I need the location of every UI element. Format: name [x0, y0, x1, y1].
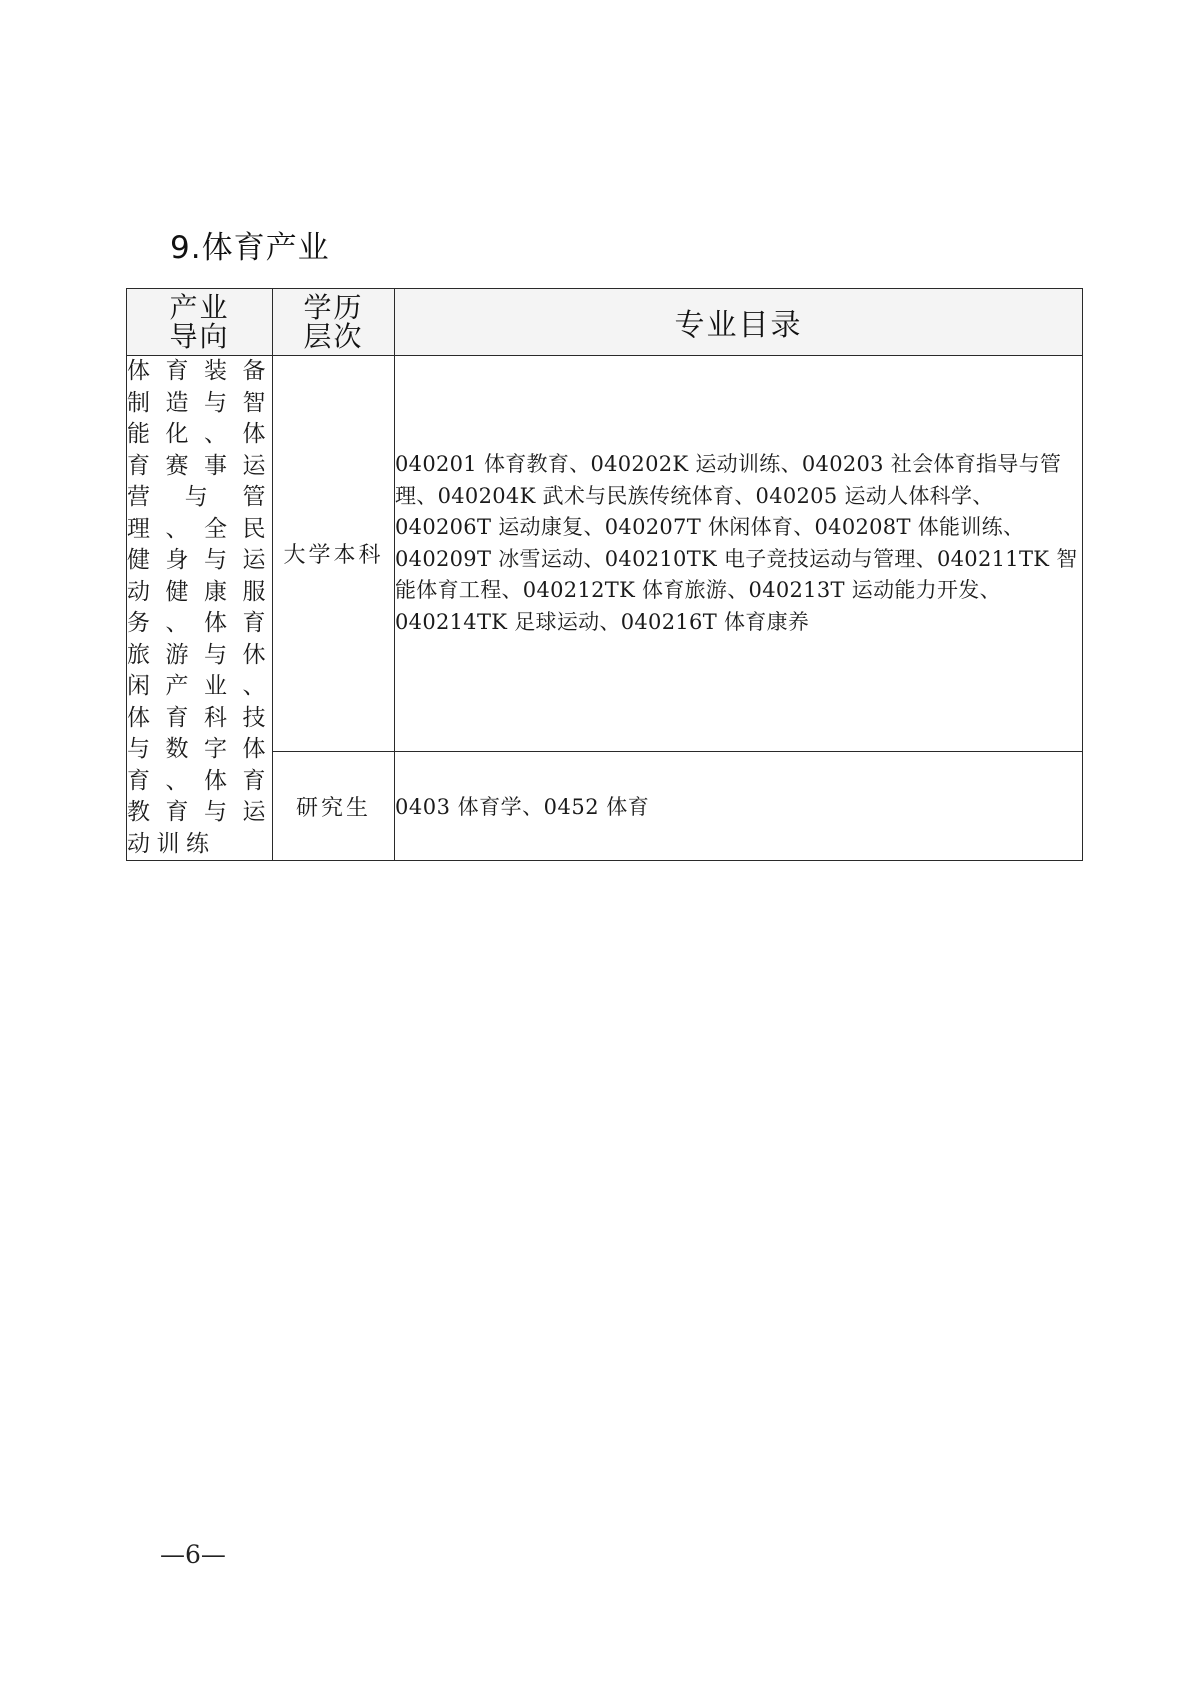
table-row: [127, 356, 1083, 752]
major-catalog-table: [126, 288, 1083, 861]
industry-orientation-text: 体育装备制造与智能化、体育赛事运营与管理、全民健身与运动健康服务、体育旅游与休闲产业、体育科技与数字体育、体育教育与运动训练: [127, 358, 272, 857]
header-major-catalog: 专业目录: [395, 289, 1083, 356]
page-number: —6—: [160, 1540, 226, 1569]
majors-text-undergraduate: 040201 体育教育、040202K 运动训练、040203 社会体育指导与管理、040204K 武术与民族传统体育、040205 运动人体科学、040206T 运动康复、040207T 休闲体育、040208T 体能训练、040209T 冰雪运动、040210TK 电子竞技运动与管理、040211TK 智能体育工程、040212TK 体育旅游、040213T 运动能力开发、040214TK 足球运动、040216T 体育康养: [395, 452, 1078, 634]
level-cell-undergraduate: 大学本科: [273, 356, 395, 752]
majors-cell-graduate: 0403 体育学、0452 体育: [395, 752, 1083, 861]
section-title: 9.体育产业: [170, 230, 330, 266]
majors-cell-undergraduate: [395, 356, 1083, 752]
level-cell-graduate: 研究生: [273, 752, 395, 861]
table-header-row: [127, 289, 1083, 356]
industry-orientation-cell: [127, 356, 273, 861]
header-education-level: 学历 层次: [273, 289, 395, 356]
header-industry-orientation: 产业 导向: [127, 289, 273, 356]
